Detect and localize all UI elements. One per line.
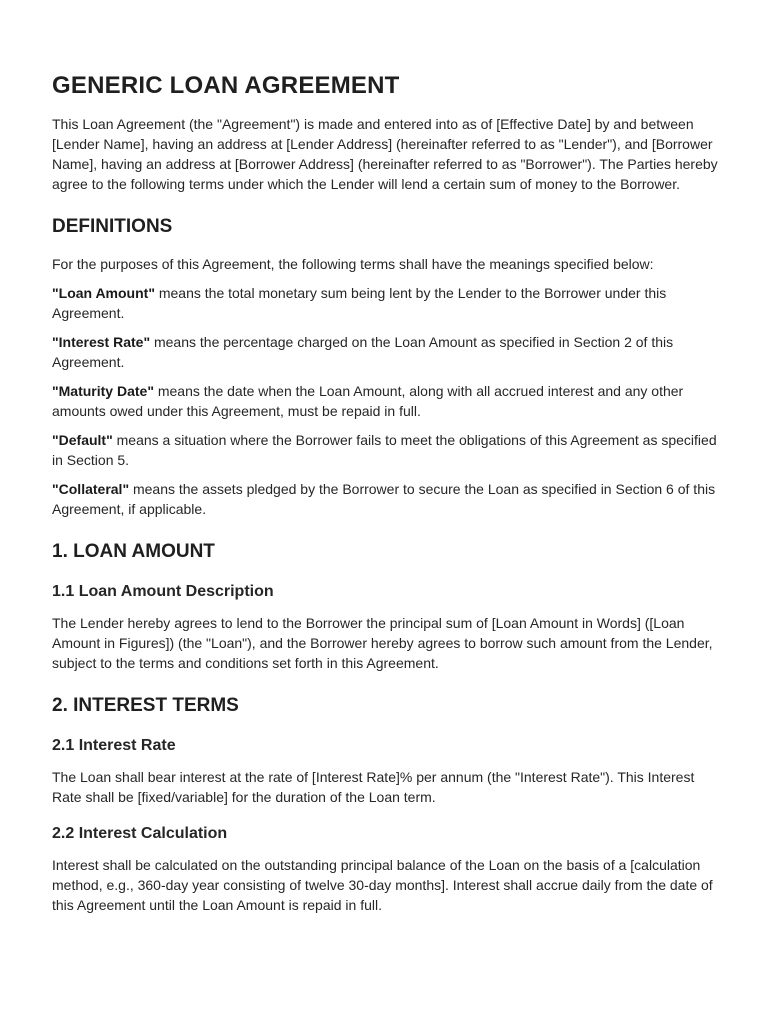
definitions-lead: For the purposes of this Agreement, the following terms shall have the meanings specified below: xyxy=(52,256,654,272)
definition-term: "Interest Rate" xyxy=(52,334,151,350)
definitions-heading: DEFINITIONS xyxy=(52,216,173,237)
definitions-list xyxy=(52,283,718,519)
subsection-2-2-heading: 2.2 Interest Calculation xyxy=(52,825,228,842)
section-2-heading: 2. INTEREST TERMS xyxy=(52,695,239,716)
definition-item xyxy=(52,430,718,470)
definition-text: means the assets pledged by the Borrower to secure the Loan as specified in Section 6 of this Agreement, if applicable. xyxy=(52,481,716,517)
definition-text: means the total monetary sum being lent by the Lender to the Borrower under this Agreement. xyxy=(52,285,667,321)
subsection-2-2-text: Interest shall be calculated on the outstanding principal balance of the Loan on the basis of a [calculation method, e.g., 360-day year consisting of twelve 30-day months]. Interest shall accrue daily from the date of this Agreement until the Loan Amount is repaid in full. xyxy=(52,857,713,913)
definition-text: means the percentage charged on the Loan Amount as specified in Section 2 of this Agreement. xyxy=(52,334,674,370)
subsection-2-1 xyxy=(52,737,718,807)
definition-text: means the date when the Loan Amount, along with all accrued interest and any other amounts owed under this Agreement, must be repaid in full. xyxy=(52,383,684,419)
document-title: GENERIC LOAN AGREEMENT xyxy=(52,72,400,99)
intro-paragraph: This Loan Agreement (the "Agreement") is made and entered into as of [Effective Date] by and between [Lender Name], having an address at [Lender Address] (hereinafter referred to as "Lender"), and [Borrower Name], having an address at [Borrower Address] (hereinafter referred to as "Borrower"). The Parties hereby agree to the following terms under which the Lender will lend a certain sum of money to the Borrower. xyxy=(52,116,718,192)
definition-term: "Maturity Date" xyxy=(52,383,154,399)
definition-term: "Collateral" xyxy=(52,481,130,497)
definitions-section xyxy=(52,216,718,519)
subsection-2-2 xyxy=(52,825,718,915)
subsection-2-1-heading: 2.1 Interest Rate xyxy=(52,737,176,754)
definition-item xyxy=(52,283,718,323)
definition-term: "Loan Amount" xyxy=(52,285,155,301)
interest-terms-section xyxy=(52,695,718,915)
definition-item xyxy=(52,381,718,421)
subsection-2-1-text: The Loan shall bear interest at the rate of [Interest Rate]% per annum (the "Interest Rate"). This Interest Rate shall be [fixed/variable] for the duration of the Loan term. xyxy=(52,769,695,805)
definition-text: means a situation where the Borrower fails to meet the obligations of this Agreement as specified in Section 5. xyxy=(52,432,717,468)
subsection-1-1-heading: 1.1 Loan Amount Description xyxy=(52,583,274,600)
definition-item xyxy=(52,479,718,519)
definition-term: "Default" xyxy=(52,432,113,448)
subsection-1-1-text: The Lender hereby agrees to lend to the Borrower the principal sum of [Loan Amount in Words] ([Loan Amount in Figures]) (the "Loan"), and the Borrower hereby agrees to borrow such amount from the Lender, subject to the terms and conditions set forth in this Agreement. xyxy=(52,615,713,671)
subsection-1-1 xyxy=(52,583,718,673)
loan-amount-section xyxy=(52,541,718,673)
definition-item xyxy=(52,332,718,372)
section-1-heading: 1. LOAN AMOUNT xyxy=(52,541,215,562)
